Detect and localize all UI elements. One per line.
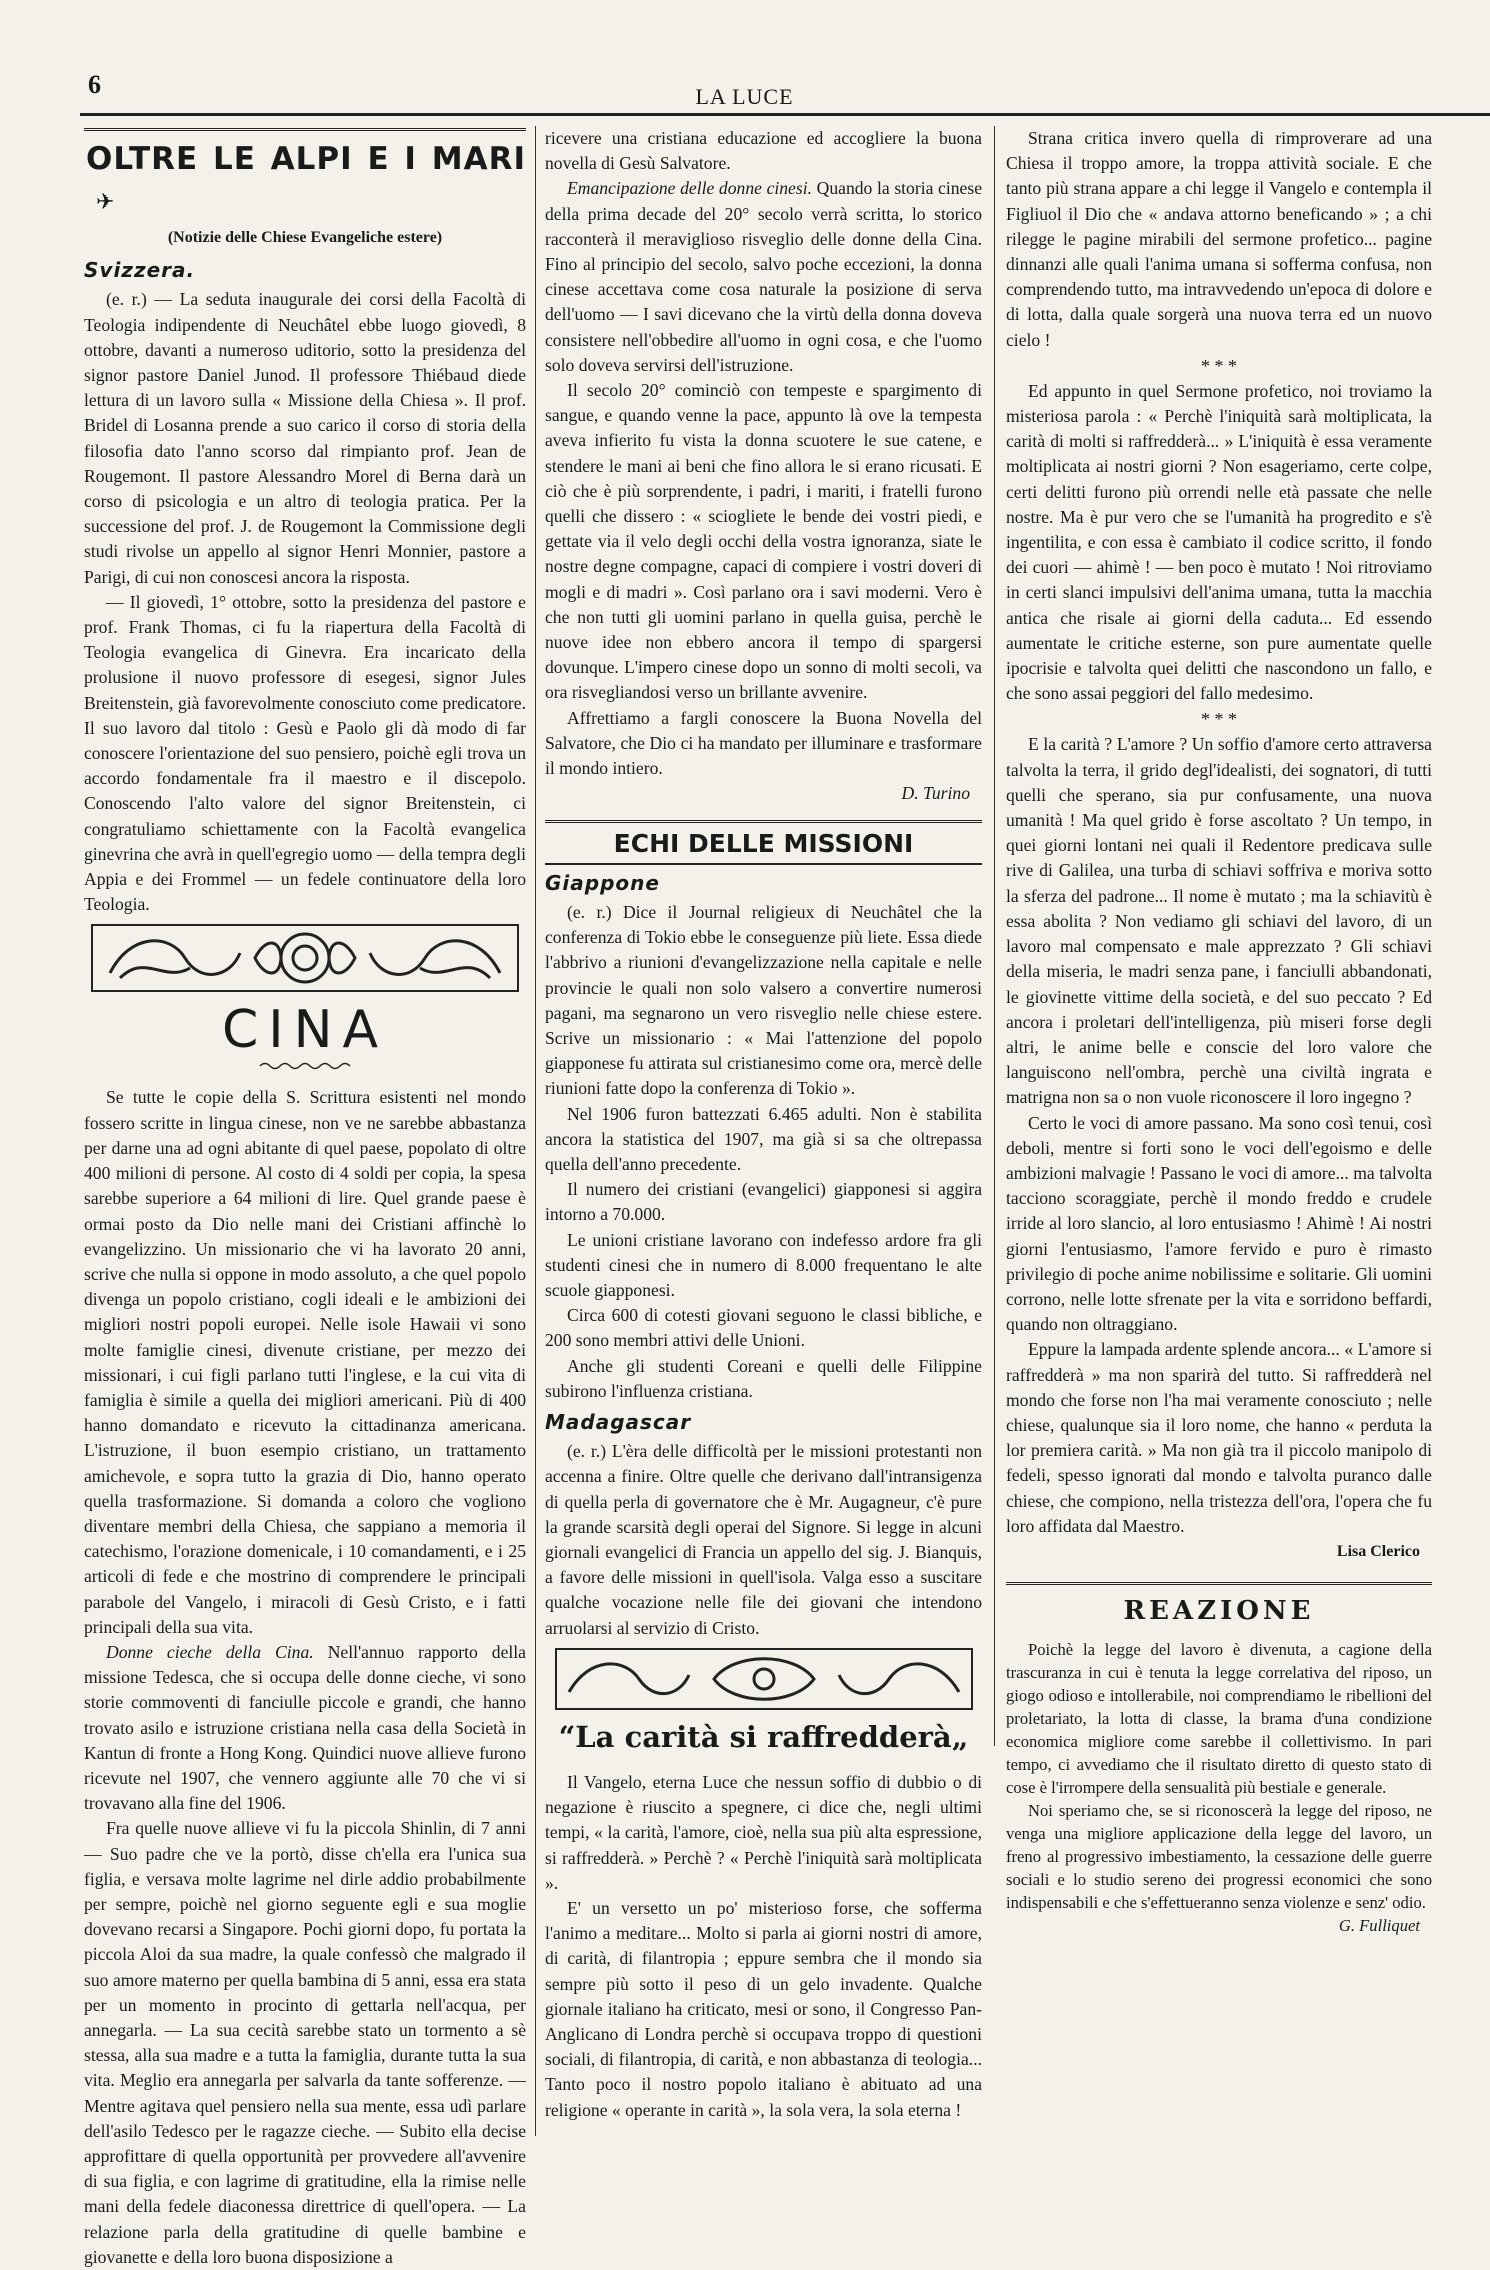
echi-paragraph: Il numero dei cristiani (evangelici) giapponesi si aggira intorno a 70.000. bbox=[545, 1179, 982, 1225]
cina-paragraph: Se tutte le copie della S. Scrittura esistenti nel mondo fossero scritte in lingua cinese, non ve ne sarebbe abbastanza per darne una ad ogni abitante di quel paese, popolato di oltre 400 milioni di persone. Al costo di 4 soldi per copia, la spesa sarebbe superiore a 64 milioni di lire. Quel grande paese è ormai posto da Dio nelle mani dei Cristiani affinchè lo evangelizzino. Un missionario che vi ha lavorato 20 anni, scrive che nulla si oppone in modo assoluto, a che quel popolo divenga un popolo cristiano, cogli ideali e le ambizioni dei migliori nostri popoli europei. Nelle isole Hawaii vi sono molte famiglie cinesi, divenute cristiane, per mezzo dei missionari, i cui figli parlano tutti l'inglese, e la cui vita di famiglia è simile a quella dei migliori americani. Più di 400 hanno domandato e ricevuto la cittadinanza americana. L'istruzione, il buon esempio cristiano, un trattamento amichevole, e sopra tutto la grazia di Dio, hanno operato quella trasformazione. Si domanda a coloro che vogliono diventare membri della Chiesa, che sappiano a memoria il catechismo, l'orazione domenicale, i 10 comandamenti, e i 25 articoli di fede e che mostrino di comprendere le principali parabole del Vangelo, i miracoli di Gesù Cristo, e i fatti principali della sua vita. bbox=[84, 1087, 526, 1637]
wave-divider-icon bbox=[260, 1061, 350, 1071]
echi-paragraph: Anche gli studenti Coreani e quelli delle Filippine subirono l'influenza cristiana. bbox=[545, 1355, 982, 1401]
cina-paragraph: Il secolo 20° cominciò con tempeste e spargimento di sangue, e quando venne la pace, appunto là ove la tempesta aveva infierito fu vista la donna scuotere le sue catene, e stendere le mani ai beni che fino allora le si erano ricusati. E ciò che è più sorprendente, i padri, i mariti, i fratelli furono quelli che dissero : « sciogliete le bende dei vostri piedi, e gettate via il velo degli occhi della vostra ignoranza, siate le nostre degne compagne, capaci di compiere i vostri doveri di mogli e di madri ». Così parlano ora i savi moderni. Vero è che non tutti gli uomini parlano in quella guisa, perchè le nuove idee non ebbero ancora il tempo di spargersi dovunque. L'impero cinese dopo un sonno di molti secoli, va ora risvegliandosi verso un brillante avvenire. bbox=[545, 380, 982, 703]
carita-paragraph: E la carità ? L'amore ? Un soffio d'amore certo attraversa talvolta la terra, il grido degl'idealisti, dei sognatori, di tutti quelli che sperano, sia pur confusamente, una nuova umanità ! Ma quel grido è forse ascoltato ? Un tempo, in quei giorni lontani nei quali il Redentore predicava sulle rive di Galilea, una turba di schiavi soffriva e moriva sotto la sferza del padrone... Il nome è mutato ; ma la schiavitù è essa abolita ? Non vediamo gli schiavi del lavoro, di un lavoro mal compensato e male apprezzato ? Gli schiavi della miseria, le madri senza pane, i fanciulli abbandonati, le giovinette vittime della società, e del suo peccato ? Ed ancora i proletari dell'intelligenza, più miseri forse degli altri, le anime belle e conscie del loro valore che languiscono nell'ombra, perchè una civiltà ingrata e matrigna non sa o non vuole riconoscere il loro ingegno ? bbox=[1006, 734, 1432, 1108]
echi-title: ECHI DELLE MISSIONI bbox=[613, 829, 914, 859]
swallow-icon: ✈ bbox=[96, 190, 116, 215]
carita-paragraph: Eppure la lampada ardente splende ancora... « L'amore si raffredderà » ma non sparirà del tutto. Si raffredderà nel mondo che forse non l'ha mai veramente conosciuto ; nelle chiese, qualunque sia il loro nome, che hanno « perduta la lor premiera carità. » Ma non già tra il piccolo manipolo di fedeli, spesso ignorati dal mondo e talvolta puranco dalle chiese, che compiono, nella tristezza dell'ora, l'opera che fu loro affidata dal Maestro. bbox=[1006, 1339, 1432, 1536]
oltre-heading bbox=[86, 139, 526, 223]
cina-paragraph bbox=[84, 1640, 526, 1816]
masthead-rule bbox=[80, 113, 1490, 116]
asterism: * * * bbox=[1201, 355, 1237, 376]
svizzera-heading: Svizzera. bbox=[84, 258, 196, 283]
floral-ornament-icon bbox=[90, 923, 520, 993]
cina-paragraph: Affrettiamo a fargli conoscere la Buona Novella del Salvatore, che Dio ci ha mandato per illuminare e trasformare il mondo intiero. bbox=[545, 707, 982, 779]
reazione-paragraph: Poichè la legge del lavoro è divenuta, a cagione della trascuranza in cui è tenuta la legge correlativa del riposo, un giogo odioso e intollerabile, noi comprendiamo le ribellioni del proletariato, la lotta di classe, la brama d'una condizione economica migliore come sarebbe il collettivismo. In pari tempo, ci avvediamo che il risultato diretto di questo stato di cose è l'irrompere della sensualità più bestiale e generale. bbox=[1006, 1640, 1432, 1798]
carita-paragraph: Ed appunto in quel Sermone profetico, noi troviamo la misteriosa parola : « Perchè l'iniquità sarà moltiplicata, la carità di molti si raffredderà... » L'iniquità è essa veramente moltiplicata ai nostri giorni ? Non esageriamo, certe colpe, certi delitti furono più orrendi nelle età passate che nelle nostre. Ma è pur vero che se l'umanità ha progredito e s'è ingentilita, e con essa è cambiato il codice scritto, il fondo dei cuori — ahimè ! — ben poco è mutato ! Noi ritroviamo in certi slanci impulsivi dell'anima umana, tutta la macchia antica che risale ai giorni della caduta... Ed essendo aumentate le critiche esterne, son pure aumentate quelle ipocrisie e talvolta quei delitti che nascondono un fallo, e che sono assai peggiori del fallo medesimo. bbox=[1006, 380, 1432, 704]
echi-paragraph: Nel 1906 furon battezzati 6.465 adulti. Non è stabilita ancora la statistica del 1907, ma già si sa che oltrepassa quella dell'anno precedente. bbox=[545, 1103, 982, 1174]
cina-paragraph: ricevere una cristiana educazione ed accogliere la buona novella di Gesù Salvatore. bbox=[545, 128, 982, 174]
newspaper-masthead: LA LUCE bbox=[695, 84, 794, 109]
svizzera-paragraph: (e. r.) — La seduta inaugurale dei corsi della Facoltà di Teologia indipendente di Neuchâtel ebbe luogo giovedì, 8 ottobre, davanti a numeroso uditorio, sotto la presidenza del signor pastore Daniel Junod. Il professore Thiébaud diede lettura di un lavoro sulla « Missione della Chiesa ». Il prof. Bridel di Losanna prende a suo carico il corso di storia della filosofia dato l'anno scorso dal rimpianto prof. Jean de Rougemont. Il pastore Alessandro Morel di Berna darà un corso di psicologia e un altro di teologia pratica. Per la successione del prof. J. de Rougemont la Commissione degli studi rivolse un appello al signor Henri Monnier, pastore a Parigi, di cui non conoscesi ancora la risposta. bbox=[84, 289, 526, 587]
section-rule bbox=[84, 128, 526, 133]
carita-paragraph: E' un versetto un po' misterioso forse, che sofferma l'animo a meditare... Molto si parla ai giorni nostri di amore, di carità, di filantropia ; eppure sembra che il mondo sia sempre più sotto il peso di un gelo invadente. Qualche giornale italiano ha criticato, mesi or sono, il Congresso Pan-Anglicano di Londra perchè si occupava troppo di questioni sociali, di filantropia, di carità, e non abbastanza di teologia... Tanto poco il nostro popolo italiano è abituato ad una religione « operante in carità », la sola vera, la sola eterna ! bbox=[545, 1898, 982, 2120]
page-number: 6 bbox=[88, 70, 101, 99]
svizzera-paragraph: — Il giovedì, 1° ottobre, sotto la presidenza del pastore e prof. Frank Thomas, ci fu la riapertura della Facoltà di Teologia evangelica di Ginevra. Era incaricato della prolusione il nuovo professore di esegesi, signor Jules Breitenstein, già favorevolmente conosciuto come predicatore. Il suo lavoro dal titolo : Gesù e Paolo gli dà modo di far conoscere l'orientazione del suo pensiero, poichè egli trova un accordo fondamentale fra il maestro e il discepolo. Conoscendo l'alto valore del signor Breitenstein, ci congratuliamo schiettamente con la Facoltà evangelica ginevrina che avrà in quell'egregio uomo — della tempra degli Appia e dei Frommel — un fedele continuatore della loro Teologia. bbox=[84, 591, 526, 915]
cina-title: CINA bbox=[221, 1000, 389, 1061]
echi-paragraph: Circa 600 di cotesti giovani seguono le classi bibliche, e 200 sono membri attivi delle Unioni. bbox=[545, 1305, 982, 1351]
section-rule bbox=[545, 820, 982, 825]
column-rule-1 bbox=[535, 126, 536, 2136]
oltre-subtitle: (Notizie delle Chiese Evangeliche estere) bbox=[167, 229, 443, 246]
carita-paragraph: Strana critica invero quella di rimproverare ad una Chiesa il troppo amore, la troppa attività sociale. E che tanto più strana appare a chi legge il Vangelo e contempla il Figliuol il Dio che « andava attorno beneficando » ; a chi rilegge le pagine mirabili del sermone profetico... pagine dinnanzi alle quali l'anima umana si sofferma confusa, non comprendendo tutto, ma intravvedendo un'epoca di dolore e di lotta, dalla quale sorgerà una nuova terra ed un nuovo cielo ! bbox=[1006, 128, 1432, 350]
echi-paragraph: (e. r.) Dice il Journal religieux di Neuchâtel che la conferenza di Tokio ebbe le conseguenze più liete. Essa diede l'abbrivo a riunioni d'evangelizzazione nella capitale e nelle provincie le quali non solo valsero a convertire numerosi pagani, ma segnarono un vero risveglio nelle chiese estere. Scrive un missionario : « Mai l'attenzione del popolo giapponese fu attirata sul cristianesimo come ora, mercè delle riunioni fatte dopo la conferenza di Tokio ». bbox=[545, 901, 982, 1099]
cina-paragraph: Fra quelle nuove allieve vi fu la piccola Shinlin, di 7 anni — Suo padre che ve la portò, disse ch'ella era l'unica sua figlia, e versava molte lagrime nel dirle addio probabilmente per sempre, poichè nel giorno seguente egli e sua moglie dovevano recarsi a Singapore. Pochi giorni dopo, fu portata la piccola Aloi da sua madre, la quale confessò che malgrado il suo amore materno per quella bambina di 5 anni, essa era stata per un momento in procinto di gettarla nell'acqua, per annegarla. — La sua cecità sarebbe stato un tormento a sè stessa, alla sua madre e a tutta la famiglia, durante tutta la sua vita. Meglio era annegarla per salvarla da tante sofferenze. — Mentre agitava quel pensiero nella sua mente, essa udì parlare dell'asilo Tedesco per le ragazze cieche. — Subito ella decise approfittare di quella opportunità per provvedere all'avvenire di sua figlia, e con lagrime di gratitudine, ella la rimise nelle mani della fedele diaconessa direttrice di quell'opera. — La relazione parla della gratitudine di quelle bambine e giovanette e della loro buona disposizione a bbox=[84, 1818, 526, 2267]
cina-paragraph bbox=[545, 176, 982, 378]
floral-ornament-icon bbox=[554, 1647, 974, 1711]
column-1 bbox=[84, 126, 526, 2267]
cina-subhead: Donne cieche della Cina. bbox=[106, 1641, 314, 1662]
oltre-title: OLTRE LE ALPI E I MARI bbox=[86, 141, 526, 177]
asterism: * * * bbox=[1201, 709, 1237, 730]
column-rule-2 bbox=[994, 126, 995, 1746]
cina-text: Quando la storia cinese della prima decade del 20° secolo verrà scritta, lo storico racconterà il meraviglioso risveglio delle donne della Cina. Fino al principio del secolo, salvo poche eccezioni, la donna cinese accettava come cosa naturale la posizione di serva dell'uomo — I savi dicevano che la virtù della donna doveva consistere nell'obbedire all'uomo in ogni cosa, e che l'uomo solo doveva servirsi dell'istruzione. bbox=[545, 178, 983, 375]
madagascar-heading: Madagascar bbox=[545, 1409, 692, 1434]
cina-text: Nell'annuo rapporto della missione Tedesca, che si occupa delle donne cieche, vi sono storie commoventi di fanciulle piccole e grandi, che hanno trovato asilo e istruzione cristiana nella casa della Società in Kantun di fronte a Hong Kong. Quindici nuove allieve furono ricevute nel 1907, che vennero aggiunte alle 70 che vi si trovavano alla fine del 1906. bbox=[84, 1641, 526, 1814]
section-rule bbox=[1006, 1582, 1432, 1587]
carita-signature: Lisa Clerico bbox=[1336, 1542, 1420, 1560]
cina-signature: D. Turino bbox=[901, 783, 970, 804]
column-2 bbox=[545, 126, 982, 2203]
reazione-title: REAZIONE bbox=[1123, 1596, 1315, 1627]
section-rule bbox=[545, 863, 982, 865]
carita-title: “La carità si raffredderà„ bbox=[558, 1719, 969, 1754]
column-3 bbox=[1006, 126, 1432, 2203]
carita-paragraph: Certo le voci di amore passano. Ma sono così tenui, così deboli, mentre si forti sono le voci dell'egoismo e delle ambizioni malvagie ! Passano le voci di amore... ma talvolta tacciono scoraggiate, perchè il mondo freddo e crudele irride al loro slancio, al loro entusiasmo ! Ahimè ! Ai nostri giorni l'entusiasmo, l'amore fervido e puro è rimasto privilegio di poche anime nobilissime e solitarie. Gli uomini corrono, nelle lotte sfrenate per la vita e sorridono beffardi, quando non oltraggiano. bbox=[1006, 1112, 1432, 1335]
echi-paragraph: (e. r.) L'èra delle difficoltà per le missioni protestanti non accenna a finire. Oltre quelle che derivano dall'intransigenza di quella perla di governatore che è Mr. Augagneur, c'è pure la grande scarsità degli operai del Signore. Si legge in alcuni giornali evangelici di Francia un appello del sig. J. Bianquis, a favore delle missioni in quell'isola. Valga esso a suscitare qualche vocazione nelle file dei giovani che intendono arruolarsi al servizio di Cristo. bbox=[545, 1441, 982, 1638]
giappone-heading: Giappone bbox=[545, 870, 660, 895]
cina-subhead: Emancipazione delle donne cinesi. bbox=[567, 178, 813, 199]
reazione-paragraph: Noi speriamo che, se si riconoscerà la legge del riposo, ne venga una migliore applicazione della legge del lavoro, un freno al progressivo imbestiamento, la cessazione delle guerre sociali e lo studio sereno dei progressi economici che sono indispensabili e che s'effettueranno senza violenze e senz' odio. bbox=[1006, 1801, 1432, 1913]
echi-paragraph: Le unioni cristiane lavorano con indefesso ardore fra gli studenti cinesi che in numero di 8.000 frequentano le alte scuole giapponesi. bbox=[545, 1229, 982, 1300]
reazione-signature: G. Fulliquet bbox=[1338, 1916, 1420, 1936]
carita-paragraph: Il Vangelo, eterna Luce che nessun soffio di dubbio o di negazione è riuscito a spegnere, ci dice che, negli ultimi tempi, « la carità, l'amore, cioè, nella sua più alta espressione, si raffredderà. » Perchè ? « Perchè l'iniquità sarà moltiplicata ». bbox=[545, 1771, 982, 1893]
